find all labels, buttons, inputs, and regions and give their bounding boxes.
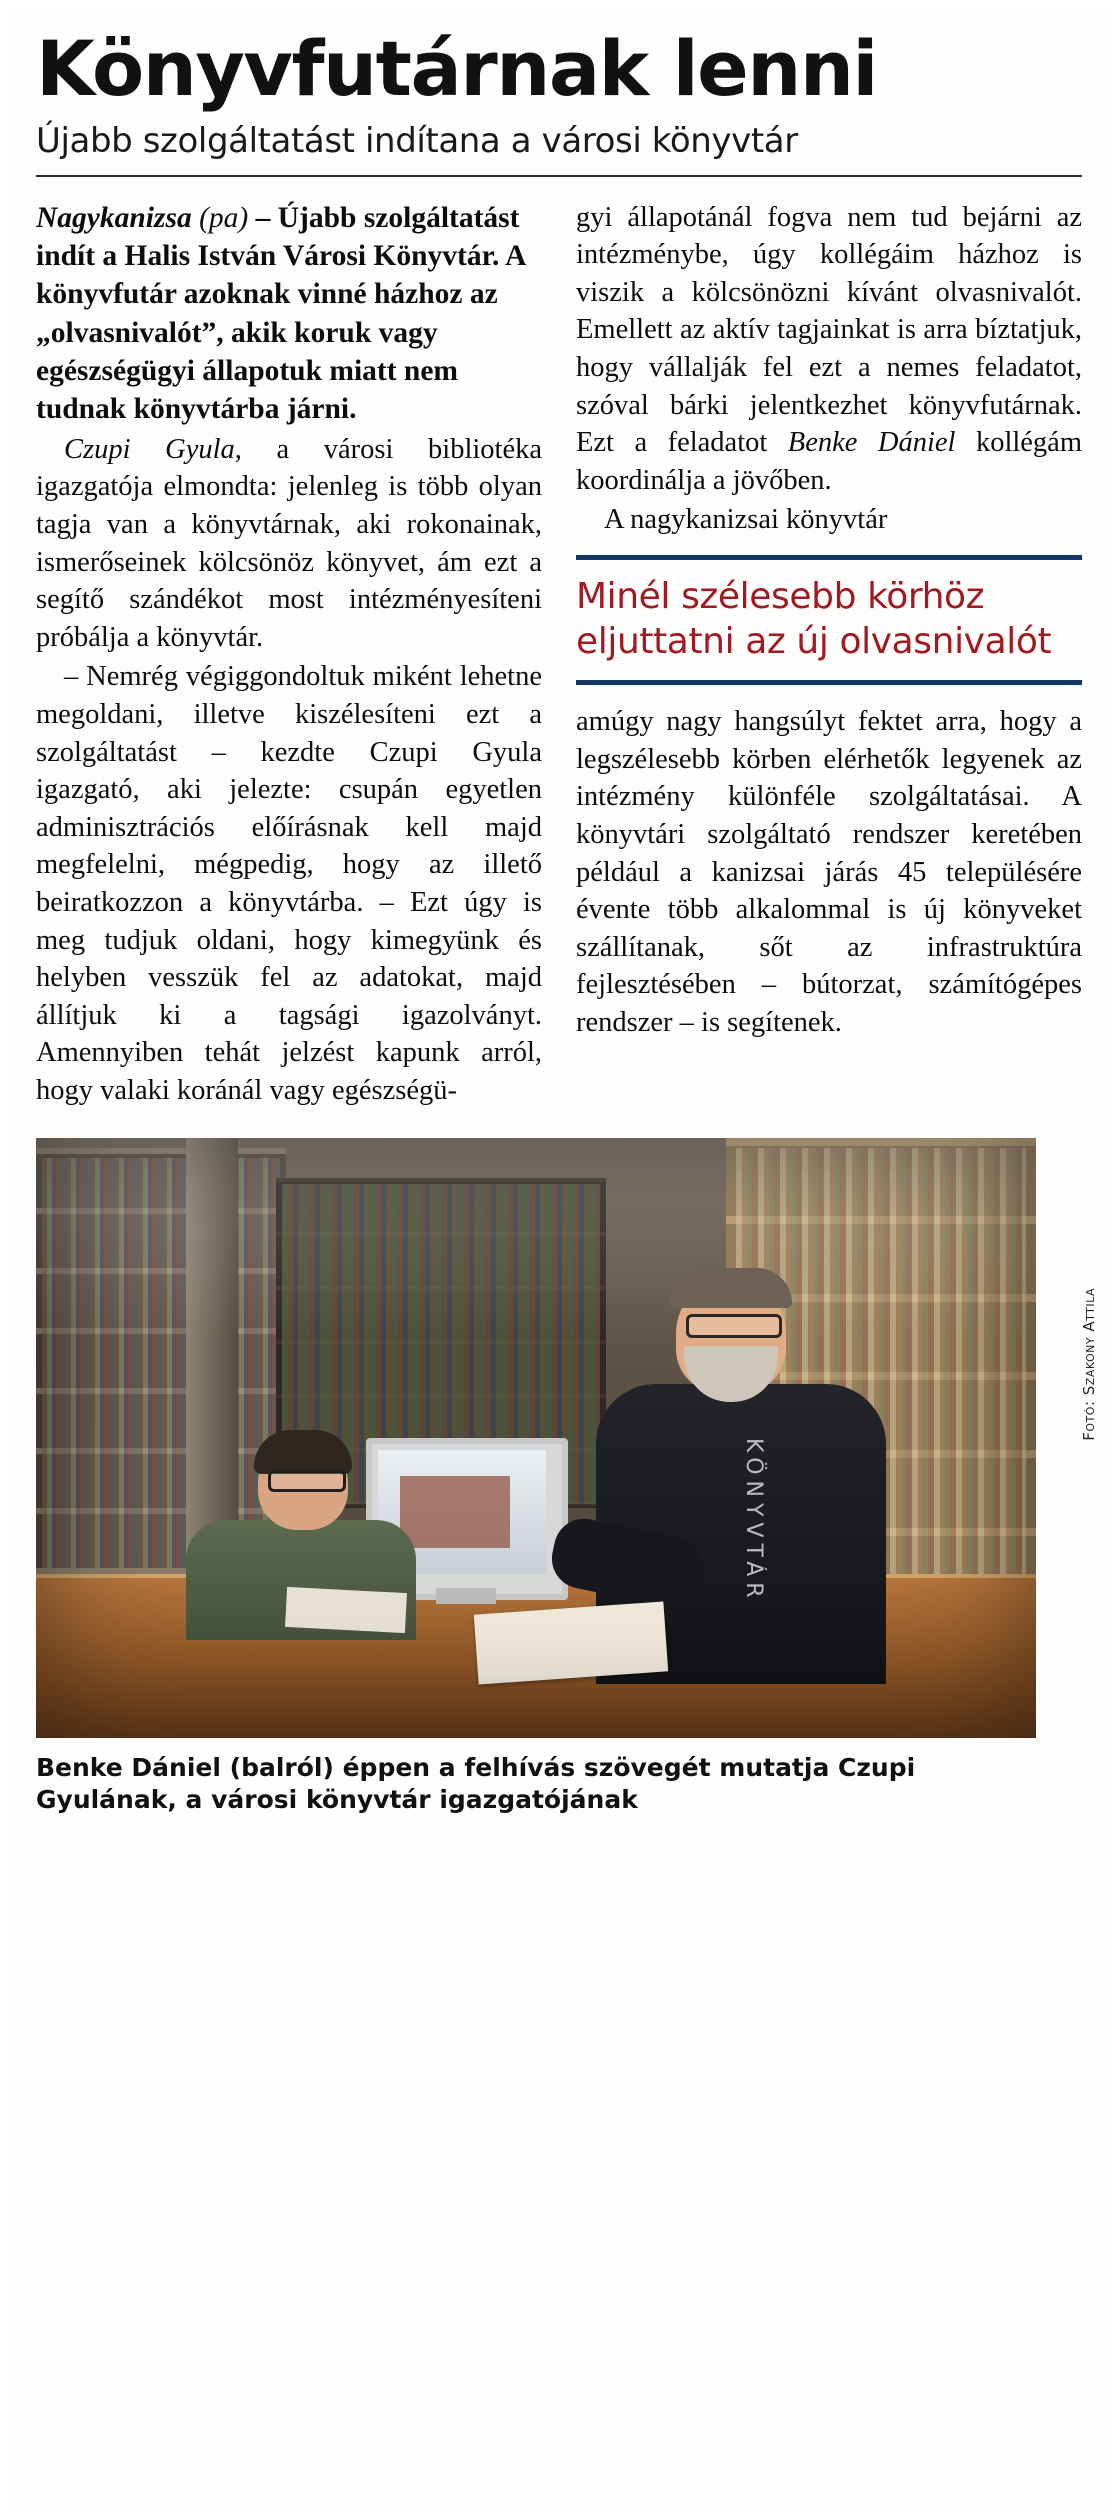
photo-block [36,1138,1098,1817]
article-photo [36,1138,1036,1738]
paragraph [576,199,1082,500]
pull-quote-text: Minél szélesebb körhöz eljuttatni az új olvasnivalót [576,576,1052,663]
pull-quote-rule-bottom [576,680,1082,685]
photo-vignette [36,1138,1036,1738]
paragraph-body: gyi állapotánál fogva nem tud bejárni az intézménybe, úgy kollégáim házhoz is viszik a kölcsönözni kívánt olvasnivalót. Emellett az aktív tagjainkat is arra bíztatjuk, hogy vállalják fel ezt a nemes feladatot, szóval bárki jelentkezhet könyvfutárnak. Ezt a feladatot [576,201,1082,459]
paragraph-body: amúgy nagy hangsúlyt fektet arra, hogy a legszélesebb körben elérhetők legyenek az intézmény különféle szolgáltatásai. A könyvtári szolgáltató rendszer keretében például a kanizsai járás 45 településére évente több alkalommal is új könyveket szállítanak, sőt az infrastruktúra fejlesztésében – bútorzat, számítógépes rendszer – is segítenek. [576,706,1082,1038]
shirt-text: KÖNYVTÁR [741,1437,766,1604]
paragraph [576,703,1082,1041]
paragraph-body: – Nemrég végiggondoltuk miként lehetne megoldani, illetve kiszélesíteni ezt a szolgáltatást – kezdte Czupi Gyula igazgató, aki jelezte: csupán egyetlen adminisztrációs előírásnak kell majd megfelelni, mégpedig, hogy az illető beiratkozzon a könyvtárba. – Ezt úgy is meg tudjuk oldani, hogy kimegyünk és helyben vesszük fel az adatokat, majd állítjuk ki a tagsági igazolványt. Amennyiben tehát jelzést kapunk arról, hogy valaki koránál vagy egészségü- [36,661,542,1107]
photo-caption: Benke Dániel (balról) éppen a felhívás szövegét mutatja Czupi Gyulának, a városi könyvtár igazgatójának [36,1752,916,1815]
article-subhead: Újabb szolgáltatást indítana a városi könyvtár [36,120,798,161]
photo-credit: Fotó: Szakony Attila [1080,1287,1098,1441]
lead-paragraph [36,199,542,429]
left-column [36,199,542,1112]
pull-quote-rule-top [576,555,1082,560]
dateline-byline: (pa) [199,201,249,234]
dateline-dash: – [255,201,271,234]
paragraph [36,658,542,1109]
paragraph [36,431,542,657]
page-title: Könyvfutárnak lenni [36,24,877,113]
right-column-text-bottom [576,703,1082,1041]
paragraph-body-tail: kollégám koordinálja a jövőben. [576,427,1082,496]
pull-quote [576,555,1082,685]
right-column-text-top [576,199,1082,539]
paragraph [576,501,1082,539]
left-column-text [36,199,542,1110]
dateline-place: Nagykanizsa [36,201,192,234]
right-column [576,199,1082,1044]
article-columns [36,199,1082,1112]
header-divider [36,175,1082,177]
paragraph-body: a városi bibliotéka igazgatója elmondta: jelenleg is több olyan tagja van a könyvtárnak, aki rokonainak, ismerőseinek kölcsönöz könyvet, ám ezt a segítő szándékot most intézményesíteni próbálja a könyvtár. [36,433,542,653]
paragraph-italic-lead: Czupi Gyula, [64,433,242,465]
paragraph-italic-name: Benke Dániel [787,427,956,459]
paragraph-body: A nagykanizsai könyvtár [604,504,888,536]
article-content [36,24,1098,1817]
lead-text: Újabb szolgáltatást indít a Halis István Városi Könyvtár. A könyvfutár azoknak vinné házhoz az „olvasnivalót”, akik koruk vagy egészségügyi állapotuk miatt nem tudnak könyvtárba járni. [36,201,525,426]
